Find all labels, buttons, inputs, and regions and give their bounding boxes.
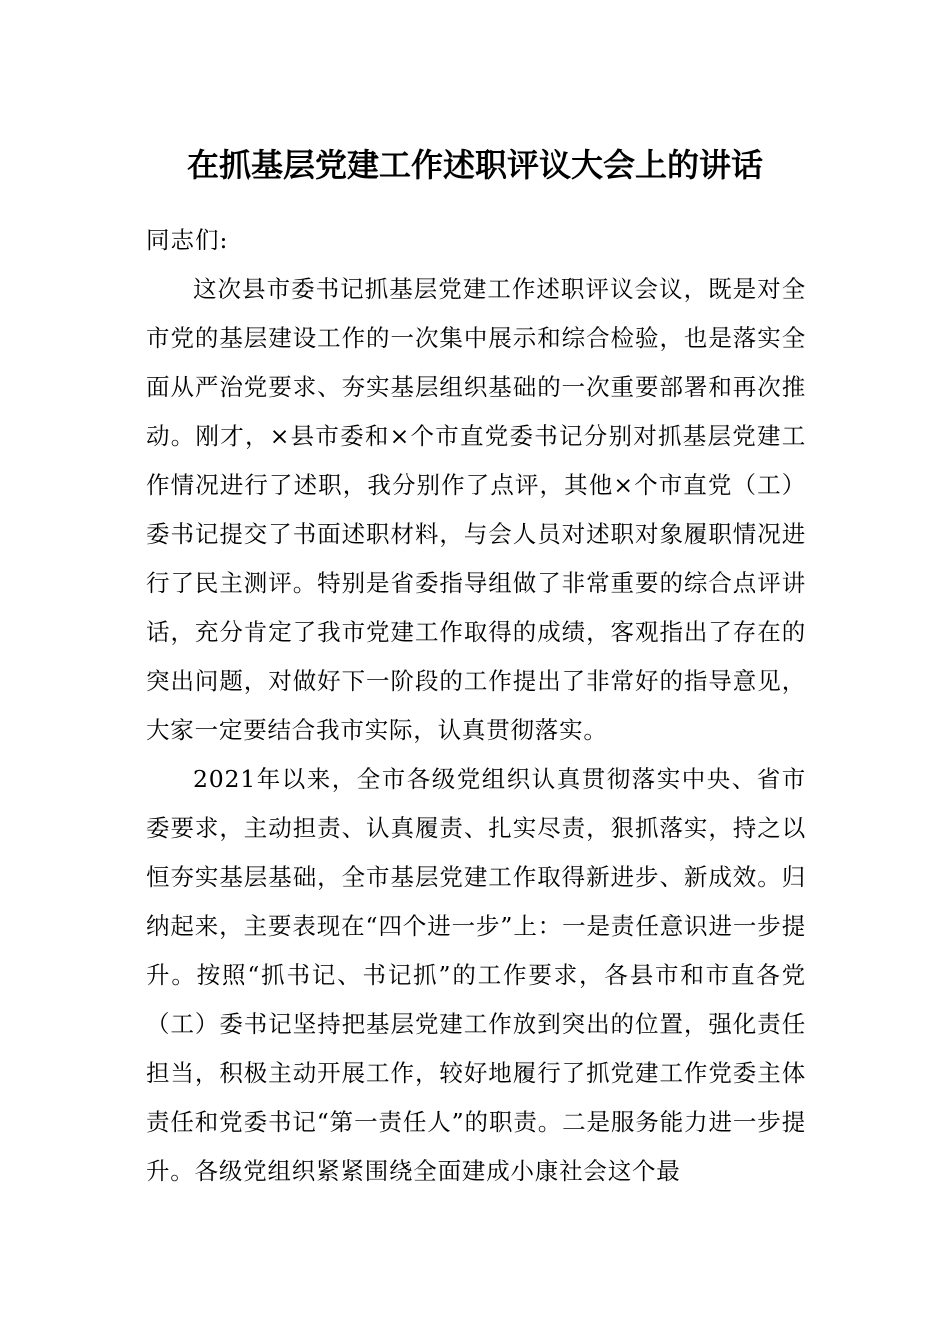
paragraph-2: 2021年以来，全市各级党组织认真贯彻落实中央、省市委要求，主动担责、认真履责、扎实尽责，狠抓落实，持之以恒夯实基层基础，全市基层党建工作取得新进步、新成效。归纳起来，主要表现在“四个进一步”上：一是责任意识进一步提升。按照“抓书记、书记抓”的工作要求，各县市和市直各党（工）委书记坚持把基层党建工作放到突出的位置，强化责任担当，积极主动开展工作，较好地履行了抓党建工作党委主体责任和党委书记“第一责任人”的职责。二是服务能力进一步提升。各级党组织紧紧围绕全面建成小康社会这个最 xyxy=(146,765,806,1185)
document-body xyxy=(146,216,806,1196)
salutation: 同志们: xyxy=(146,226,229,254)
paragraph-1: 这次县市委书记抓基层党建工作述职评议会议，既是对全市党的基层建设工作的一次集中展示和综合检验，也是落实全面从严治党要求、夯实基层组织基础的一次重要部署和再次推动。刚才，×县市委和×个市直党委书记分别对抓基层党建工作情况进行了述职，我分别作了点评，其他×个市直党（工）委书记提交了书面述职材料，与会人员对述职对象履职情况进行了民主测评。特别是省委指导组做了非常重要的综合点评讲话，充分肯定了我市党建工作取得的成绩，客观指出了存在的突出问题，对做好下一阶段的工作提出了非常好的指导意见，大家一定要结合我市实际，认真贯彻落实。 xyxy=(146,275,806,744)
document-title: 在抓基层党建工作述职评议大会上的讲话 xyxy=(186,146,763,184)
